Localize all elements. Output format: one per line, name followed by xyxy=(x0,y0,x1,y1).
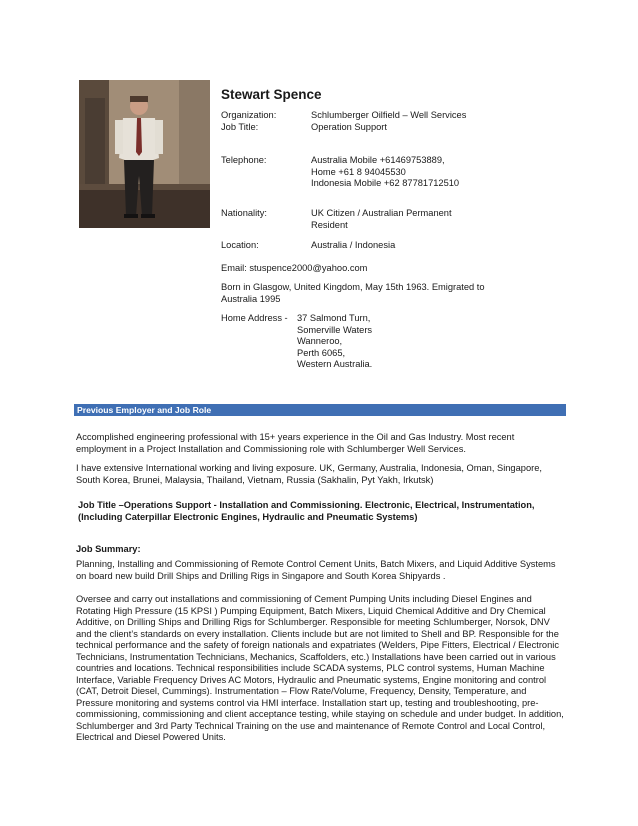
home-address-label: Home Address - xyxy=(221,313,288,323)
email-line: Email: stuspence2000@yahoo.com xyxy=(221,263,368,273)
address-line-1: 37 Salmond Turn, xyxy=(297,313,371,323)
organization-label: Organization: xyxy=(221,110,277,120)
address-line-2: Somerville Waters xyxy=(297,324,373,335)
telephone-mobile-au: Australia Mobile +61469753889, xyxy=(311,155,445,165)
nationality-value xyxy=(311,208,511,231)
section-header-employer: Previous Employer and Job Role xyxy=(74,404,566,416)
nationality-line-1: UK Citizen / Australian Permanent xyxy=(311,208,452,218)
home-address-value xyxy=(297,313,372,371)
job-title-heading: Job Title –Operations Support - Installation and Commissioning. Electronic, Electrical, Instrumentation, (Including Caterpillar Electronic Engines, Hydraulic and Pneumatic Systems) xyxy=(78,500,535,522)
nationality-line-2: Resident xyxy=(311,219,348,230)
international-paragraph: I have extensive International working and living exposure. UK, Germany, Australia, Indonesia, Oman, Singapore, South Korea, Brunei, Malaysia, Thailand, Vietnam, Russia (Sakhalin, Pyt Yakh, Irkutsk) xyxy=(76,463,542,485)
telephone-value xyxy=(311,155,511,190)
job-summary-heading: Job Summary: xyxy=(76,544,141,554)
intro-paragraph: Accomplished engineering professional with 15+ years experience in the Oil and Gas Industry. Most recent employment in a Project Installation and Commissioning role with Schlumberger Well Services. xyxy=(76,432,515,454)
address-line-5: Western Australia. xyxy=(297,359,373,369)
address-line-3: Wanneroo, xyxy=(297,336,343,346)
telephone-label: Telephone: xyxy=(221,155,267,165)
telephone-mobile-id: Indonesia Mobile +62 87781712510 xyxy=(311,178,460,188)
summary-paragraph-1: Planning, Installing and Commissioning of Remote Control Cement Units, Batch Mixers, and Liquid Additive Systems on board new build Drill Ships and Drilling Rigs in Singapore and South Korea Shipyards . xyxy=(76,559,556,581)
profile-photo xyxy=(79,80,210,228)
job-title-label: Job Title: xyxy=(221,122,259,132)
summary-paragraph-2: Oversee and carry out installations and commissioning of Cement Pumping Units including Diesel Engines and Rotating High Pressure (15 KPSI ) Pumping Equipment, Batch Mixers, Liquid Chemical Additive and Dry Chemical Additive, on Drilling Ships and Drilling Rigs for Schlumberger. Responsible for meeting Schlumberger, Norsok, DNV and the client’s standards on every installation. Clients include but are not limited to Shell and BP. Responsible for the technical performance and the safety of foreign nationals and expatriates (Welders, Pipe Fitters, Electrical / Electronic Technicians, Instrumentation Technicians, Mechanics, Scaffolders, etc.) Installations have been carried out in various countries and locations. Technical responsibilities include SCADA systems, PLC control systems, Human Machine Interface, Variable Frequency Drives AC Motors, Hydraulic and Pneumatic systems, Engine monitoring and control (CAT, Detroit Diesel, Cummings). Instrumentation – Flow Rate/Volume, Frequency, Density, Temperature, and Pressure monitoring and systems control via HMI interface. Installation start up, testing and troubleshooting, pre-commissioning, commissioning and client acceptance testing, while staying on schedule and under budget. In addition, Schlumberger and 3rd Party Technical Training on the use and maintenance of Remote Control and Local Control, Electrical and Diesel Powered Units. xyxy=(76,594,564,742)
candidate-name: Stewart Spence xyxy=(221,87,322,102)
job-title-value: Operation Support xyxy=(311,122,387,132)
location-label: Location: xyxy=(221,240,259,250)
location-value: Australia / Indonesia xyxy=(311,240,396,250)
address-line-4: Perth 6065, xyxy=(297,347,346,358)
born-line: Born in Glasgow, United Kingdom, May 15th 1963. Emigrated to Australia 1995 xyxy=(221,282,485,304)
organization-value: Schlumberger Oilfield – Well Services xyxy=(311,110,467,120)
nationality-label: Nationality: xyxy=(221,208,267,218)
telephone-home: Home +61 8 94045530 xyxy=(311,166,406,177)
